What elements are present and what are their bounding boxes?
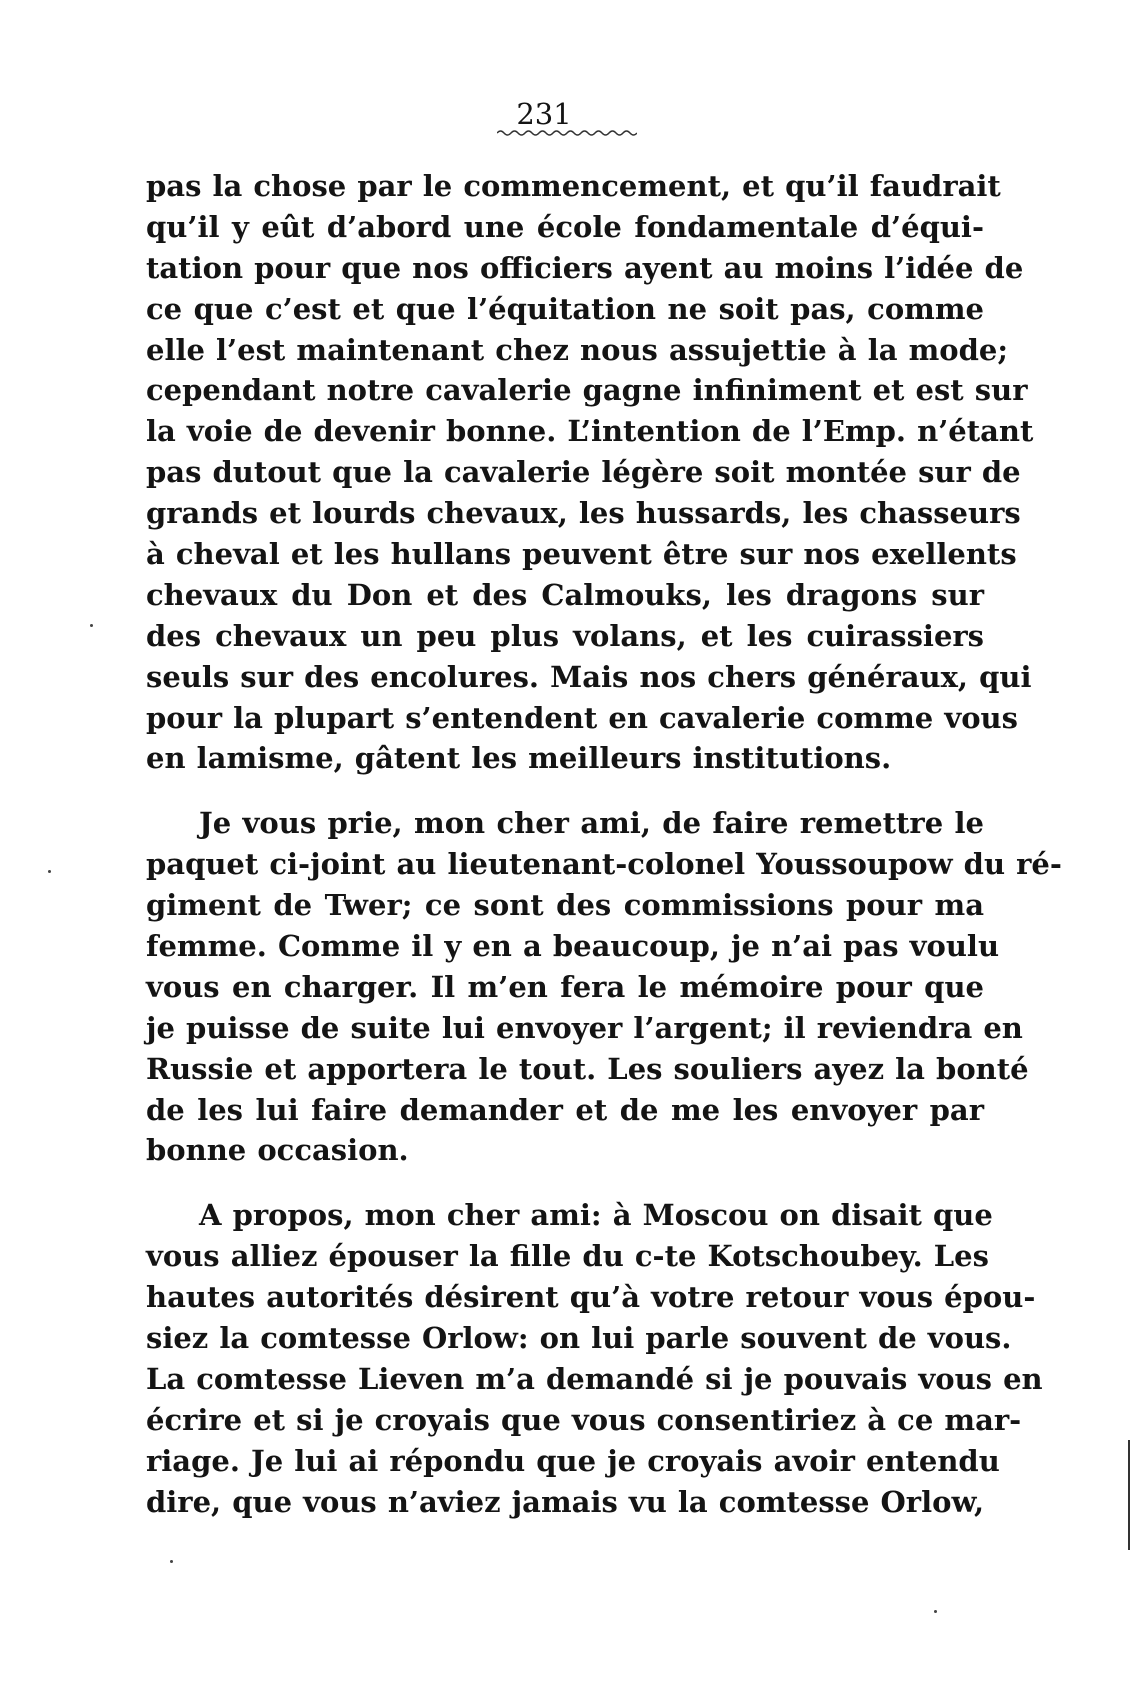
text-line: en lamisme, gâtent les meilleurs institutions. (146, 741, 892, 776)
text-line: dire, que vous n’aviez jamais vu la comtesse Orlow, (146, 1484, 985, 1519)
scan-speck (48, 870, 51, 873)
paragraph (146, 1195, 1043, 1522)
scan-speck (170, 1560, 173, 1563)
text-line: chevaux du Don et des Calmouks, les dragons sur (146, 577, 984, 612)
text-line: pas dutout que la cavalerie légère soit montée sur de (146, 455, 1021, 490)
scan-edge-mark (1128, 1440, 1130, 1550)
text-line: à cheval et les hullans peuvent être sur nos exellents (146, 537, 1017, 572)
text-line: bonne occasion. (146, 1133, 409, 1168)
body-text (146, 166, 1062, 1523)
text-line: Je vous prie, mon cher ami, de faire remettre le (199, 806, 984, 841)
text-line: Russie et apportera le tout. Les souliers ayez la bonté (146, 1051, 1029, 1086)
paragraph (146, 166, 1034, 779)
text-line: giment de Twer; ce sont des commissions pour ma (146, 888, 984, 923)
scan-speck (934, 1610, 937, 1613)
text-line: la voie de devenir bonne. L’intention de l’Emp. n’étant (146, 414, 1034, 449)
scan-speck (90, 624, 93, 627)
wavy-rule-ornament (497, 128, 637, 136)
text-line: paquet ci-joint au lieutenant-colonel Youssoupow du ré- (146, 847, 1062, 882)
text-line: des chevaux un peu plus volans, et les cuirassiers (146, 618, 984, 653)
text-line: je puisse de suite lui envoyer l’argent; il reviendra en (146, 1010, 1023, 1045)
text-line: pour la plupart s’entendent en cavalerie comme vous (146, 700, 1018, 735)
text-line: vous alliez épouser la fille du c-te Kotschoubey. Les (146, 1239, 989, 1274)
text-line: hautes autorités désirent qu’à votre retour vous épou- (146, 1280, 1036, 1315)
text-line: seuls sur des encolures. Mais nos chers généraux, qui (146, 659, 1032, 694)
text-line: grands et lourds chevaux, les hussards, les chasseurs (146, 496, 1021, 531)
text-line: ce que c’est et que l’équitation ne soit pas, comme (146, 291, 984, 326)
text-line: femme. Comme il y en a beaucoup, je n’ai pas voulu (146, 929, 1000, 964)
text-line: riage. Je lui ai répondu que je croyais avoir entendu (146, 1443, 1000, 1478)
text-line: de les lui faire demander et de me les envoyer par (146, 1092, 984, 1127)
text-line: A propos, mon cher ami: à Moscou on disait que (199, 1198, 993, 1233)
text-line: La comtesse Lieven m’a demandé si je pouvais vous en (146, 1361, 1043, 1396)
text-line: tation pour que nos officiers ayent au moins l’idée de (146, 250, 1024, 285)
text-line: pas la chose par le commencement, et qu’il faudrait (146, 169, 1001, 203)
page-number: 231 (516, 97, 572, 131)
text-line: siez la comtesse Orlow: on lui parle souvent de vous. (146, 1321, 1012, 1356)
text-line: vous en charger. Il m’en fera le mémoire pour que (146, 969, 984, 1004)
text-line: elle l’est maintenant chez nous assujettie à la mode; (146, 332, 1009, 367)
text-line: écrire et si je croyais que vous consentiriez à ce mar- (146, 1402, 1022, 1437)
text-line: cependant notre cavalerie gagne infiniment et est sur (146, 373, 1028, 408)
text-line: qu’il y eût d’abord une école fondamentale d’équi- (146, 209, 984, 244)
paragraph (146, 803, 1062, 1171)
